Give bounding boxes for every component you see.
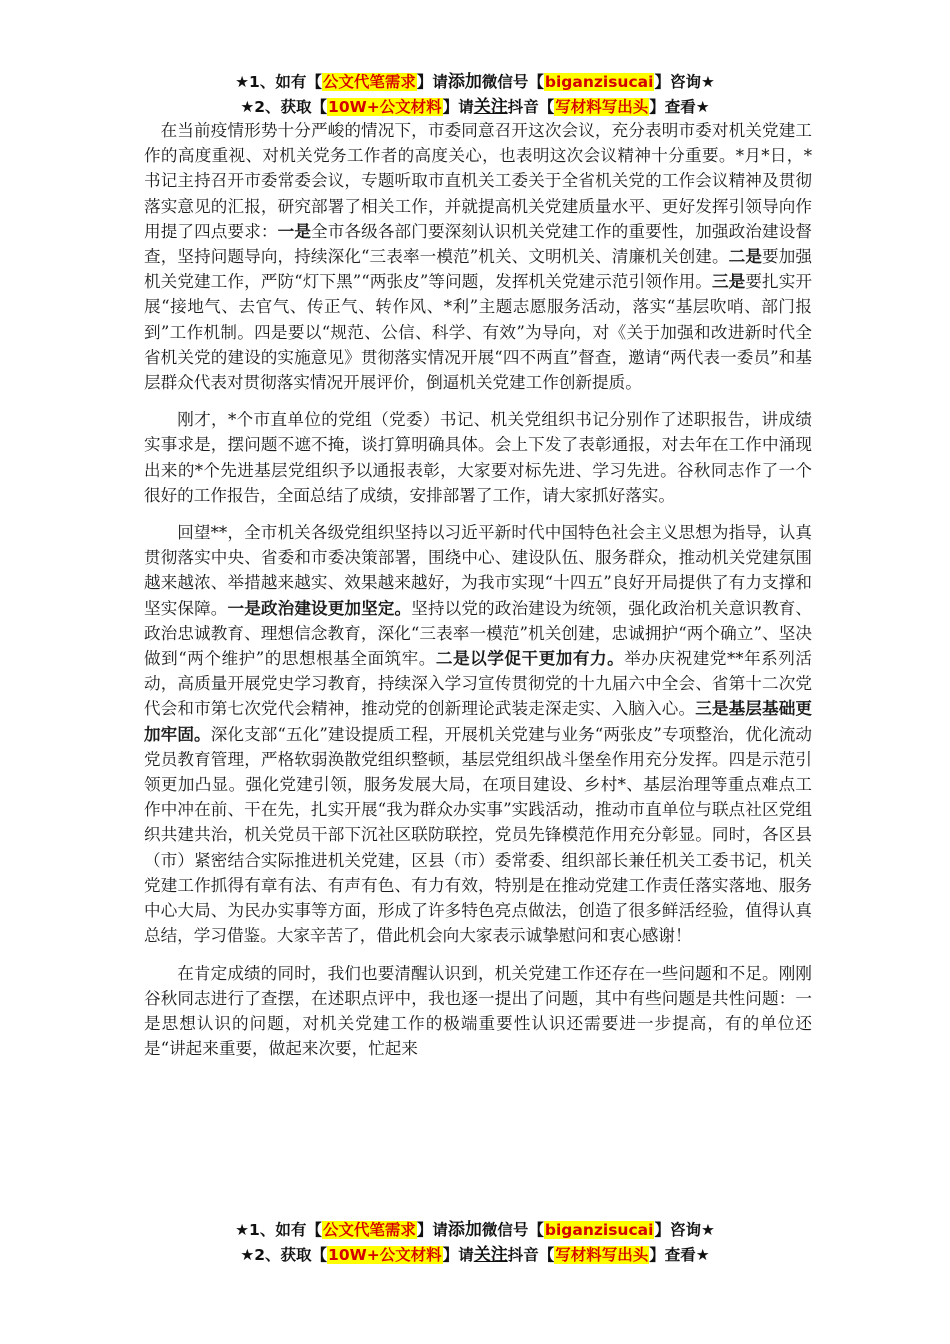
banner-text: 微信号【 (481, 73, 544, 91)
banner-text: 】请 (416, 1221, 448, 1239)
banner-text: 】查看★ (649, 1246, 710, 1264)
bold-label: 一是 (277, 220, 312, 241)
banner-text: 微信号【 (481, 1221, 544, 1239)
banner-line-2 (0, 95, 950, 120)
banner-line-1 (0, 1218, 950, 1243)
highlight-materials: 10W+公文材料 (328, 1246, 442, 1264)
banner-text: 】咨询★ (654, 1221, 715, 1239)
banner-text: ★1、如有【 (235, 73, 322, 91)
paragraph-1 (144, 118, 812, 395)
bold-heading: 三是基层基础更加牢固。 (144, 698, 812, 744)
bold-heading: 二是以学促干更加有力。 (435, 648, 625, 669)
banner-emphasis: 添加 (447, 1220, 482, 1240)
paragraph-text: 要扎实开展“接地气、去官气、传正气、转作风、*利”主题志愿服务活动，落实“基层吹哨、部门报到”工作机制。四是要以“规范、公信、科学、有效”为导向，对《关于加强和改进新时代全省机关党的建设的实施意见》贯彻落实情况开展“四不两直”督查，邀请“两代表一委员”和基层群众代表对贯彻落实情况开展评价，倒逼机关党建工作创新提质。 (144, 272, 813, 393)
document-body (144, 118, 812, 1073)
banner-text: ★2、获取【 (240, 1246, 328, 1264)
banner-text: 】请 (442, 1246, 474, 1264)
paragraph-3 (144, 520, 812, 948)
paragraph-2: 刚才，*个市直单位的党组（党委）书记、机关党组织书记分别作了述职报告，讲成绩实事求是，摆问题不遮不掩，谈打算明确具体。会上下发了表彰通报，对去年在工作中涌现出来的*个先进基层党组织予以通报表彰，大家要对标先进、学习先进。谷秋同志作了一个很好的工作报告，全面总结了成绩，安排部署了工作，请大家抓好落实。 (144, 410, 812, 505)
paragraph-text: 回望**，全市机关各级党组织坚持以习近平新时代中国特色社会主义思想为指导，认真贯彻落实中央、省委和市委决策部署，围绕中心、建设队伍、服务群众，推动机关党建氛围越来越浓、举措越来越实、效果越来越好，为我市实现“十四五”良好开局提供了有力支撑和坚实保障。 (144, 523, 812, 618)
banner-text: 抖音【 (507, 98, 555, 116)
paragraph-text: 举办庆祝建党**年系列活动，高质量开展党史学习教育，持续深入学习宣传贯彻党的十九届六中全会、省第十二次党代会和市第七次党代会精神，推动党的创新理论武装走深走实、入脑入心。 (144, 649, 813, 719)
paragraph-text: 要加强机关党建工作，严防“灯下黑”“两张皮”等问题，发挥机关党建示范引领作用。 (144, 247, 813, 292)
banner-text: 】查看★ (649, 98, 710, 116)
paragraph-4: 在肯定成绩的同时，我们也要清醒认识到，机关党建工作还存在一些问题和不足。刚刚谷秋同志进行了查摆，在述职点评中，我也逐一提出了问题，其中有些问题是共性问题：一是思想认识的问题，对机关党建工作的极端重要性认识还需要进一步提高，有的单位还是“讲起来重要，做起来次要，忙起来 (144, 963, 812, 1059)
banner-emphasis: 关注 (473, 97, 508, 117)
highlight-service: 公文代笔需求 (322, 73, 416, 91)
highlight-wechat-id: biganzisucai (544, 73, 654, 91)
highlight-materials: 10W+公文材料 (328, 98, 442, 116)
paragraph-text: 坚持以党的政治建设为统领，强化政治机关意识教育、政治忠诚教育、理想信念教育，深化“三表率一模范”机关创建，忠诚拥护“两个确立”、坚决做到“两个维护”的思想根基全面筑牢。 (144, 598, 813, 669)
highlight-wechat-id: biganzisucai (544, 1221, 654, 1239)
banner-text: 】请 (416, 73, 448, 91)
banner-text: ★2、获取【 (240, 98, 328, 116)
ad-banner-top (0, 70, 950, 120)
highlight-douyin: 写材料写出头 (555, 1246, 649, 1264)
ad-banner-bottom (0, 1218, 950, 1268)
bold-label: 二是 (728, 246, 763, 267)
paragraph-text: 全市各级各部门要深刻认识机关党建工作的重要性，加强政治建设督查，坚持问题导向，持续深化“三表率一模范”机关、文明机关、清廉机关创建。 (144, 221, 813, 267)
banner-text: 抖音【 (507, 1246, 555, 1264)
banner-emphasis: 添加 (447, 72, 482, 92)
banner-text: 】咨询★ (654, 73, 715, 91)
paragraph-text: 深化支部“五化”建设提质工程，开展机关党建与业务“两张皮”专项整治，优化流动党员教育管理，严格软弱涣散党组织整顿，基层党组织战斗堡垒作用充分发挥。四是示范引领更加凸显。强化党建引领，服务发展大局，在项目建设、乡村*、基层治理等重点难点工作中冲在前、干在先，扎实开展“我为群众办实事”实践活动，推动市直单位与联点社区党组织共建共治，机关党员干部下沉社区联防联控，党员先锋模范作用充分彰显。同时，各区县（市）紧密结合实际推进机关党建，区县（市）委常委、组织部长兼任机关工委书记，机关党建工作抓得有章有法、有声有色、有力有效，特别是在推动党建工作责任落实落地、服务中心大局、为民办实事等方面，形成了许多特色亮点做法，创造了很多鲜活经验，值得认真总结，学习借鉴。大家辛苦了，借此机会向大家表示诚挚慰问和衷心感谢！ (144, 724, 812, 946)
bold-heading: 一是政治建设更加坚定。 (227, 597, 412, 618)
banner-text: 】请 (442, 98, 474, 116)
banner-line-1 (0, 70, 950, 95)
paragraph-text: 在当前疫情形势十分严峻的情况下，市委同意召开这次会议，充分表明市委对机关党建工作的高度重视、对机关党务工作者的高度关心，也表明这次会议精神十分重要。*月*日，*书记主持召开市委常委会议，专题听取市直机关工委关于全省机关党的工作会议精神及贯彻落实意见的汇报，研究部署了相关工作，并就提高机关党建质量水平、更好发挥引领导向作用提了四点要求： (144, 121, 812, 241)
banner-line-2 (0, 1243, 950, 1268)
banner-text: ★1、如有【 (235, 1221, 322, 1239)
highlight-douyin: 写材料写出头 (555, 98, 649, 116)
banner-emphasis: 关注 (473, 1245, 508, 1265)
highlight-service: 公文代笔需求 (322, 1221, 416, 1239)
bold-label: 三是 (712, 271, 746, 292)
